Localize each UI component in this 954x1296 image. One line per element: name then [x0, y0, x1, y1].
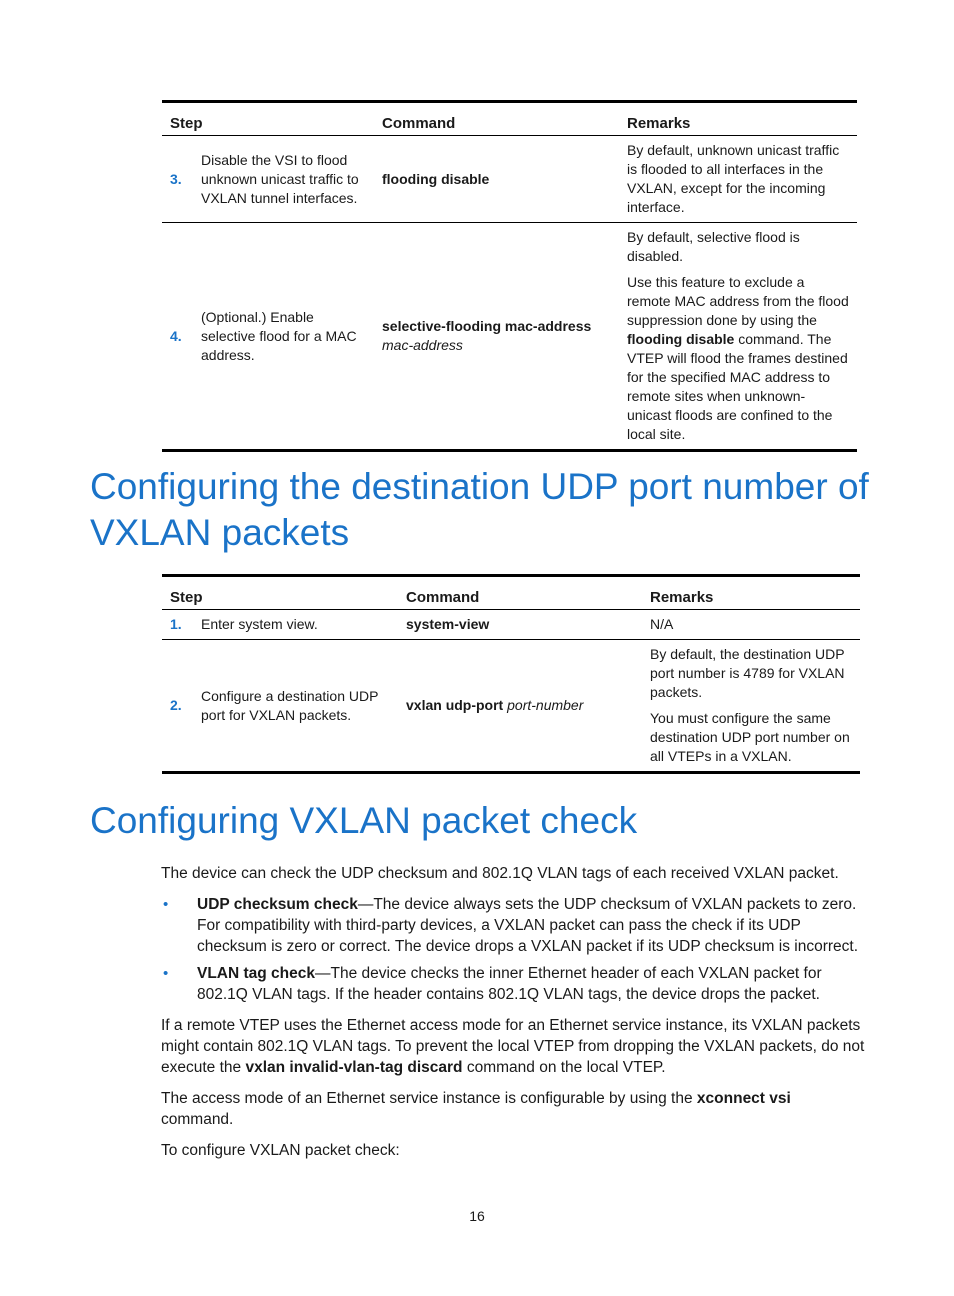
step-cell: [162, 223, 374, 451]
configurable-paragraph: The access mode of an Ethernet service instance is configurable by using the xconnect vsi command.: [161, 1090, 791, 1128]
remarks-cell: [642, 640, 860, 773]
inline-command: vxlan invalid-vlan-tag discard: [245, 1059, 463, 1076]
step-number: 4.: [170, 327, 182, 344]
step-text: Disable the VSI to flood unknown unicast traffic to VXLAN tunnel interfaces.: [201, 151, 359, 206]
inline-command: flooding disable: [627, 331, 735, 347]
remarks-cell: [619, 136, 857, 223]
step-number: 2.: [170, 697, 182, 713]
table-row: [162, 640, 860, 773]
list-item: [161, 963, 867, 1005]
bullet-text: —The device always sets the UDP checksum of VXLAN packets to zero. For compatibility with third-party devices, a VXLAN packet can pass the check if its UDP checksum is zero or correct. The device drops a VXLAN packet if its UDP checksum is incorrect.: [197, 896, 859, 955]
step-cell: [162, 610, 398, 640]
bullet-dot-icon: •: [163, 965, 169, 982]
command-argument: mac-address: [382, 337, 463, 353]
bullet-term: UDP checksum check: [197, 896, 358, 913]
bullet-text: —The device checks the inner Ethernet header of each VXLAN packet for 802.1Q VLAN tags. If the header contains 802.1Q VLAN tags, the device drops the packet.: [197, 965, 822, 1003]
table-row: [162, 136, 857, 223]
remark-text: N/A: [650, 616, 674, 632]
list-item: [161, 894, 867, 957]
access-mode-paragraph: If a remote VTEP uses the Ethernet access mode for an Ethernet service instance, its VXLAN packets might contain 802.1Q VLAN tags. To prevent the local VTEP from dropping the VXLAN packets, do not execute the vxlan invalid-vlan-tag discard command on the local VTEP.: [161, 1017, 865, 1076]
procedure-intro: To configure VXLAN packet check:: [161, 1142, 400, 1159]
command-argument: port-number: [507, 697, 584, 713]
step-text: (Optional.) Enable selective flood for a MAC address.: [201, 308, 357, 363]
command-cell: [374, 136, 619, 223]
step-number: 1.: [170, 616, 182, 632]
command-keyword: selective-flooding mac-address: [382, 318, 592, 334]
step-cell: [162, 640, 398, 773]
check-list: [161, 894, 867, 1005]
header-step: Step: [162, 102, 374, 136]
command-keyword: vxlan udp-port: [406, 697, 504, 713]
step-text: Configure a destination UDP port for VXLAN packets.: [201, 687, 379, 723]
remark-text: Use this feature to exclude a remote MAC address from the flood suppression done by using the flooding disable command. The VTEP will flood the frames destined for the specified MAC address to remote sites when unknown-unicast floods are confined to the local site.: [627, 274, 849, 442]
remarks-cell: [619, 223, 857, 451]
command-table-2: [162, 574, 860, 774]
step-text: Enter system view.: [201, 616, 318, 632]
header-remarks: Remarks: [642, 576, 860, 610]
command-keyword: flooding disable: [382, 170, 490, 187]
section-heading-udp-port: Configuring the destination UDP port number of VXLAN packets: [90, 466, 869, 553]
remark-text: By default, unknown unicast traffic is flooded to all interfaces in the VXLAN, except for the incoming interface.: [627, 142, 840, 215]
command-table-1: [162, 100, 857, 452]
bullet-dot-icon: •: [163, 896, 169, 913]
header-command: Command: [374, 102, 619, 136]
intro-paragraph: The device can check the UDP checksum and 802.1Q VLAN tags of each received VXLAN packet.: [161, 865, 839, 882]
remark-text: By default, selective flood is disabled.: [627, 229, 800, 264]
table-header-row: [162, 576, 860, 610]
header-step: Step: [162, 576, 398, 610]
page-number: 16: [469, 1208, 485, 1224]
bullet-term: VLAN tag check: [197, 965, 316, 982]
table-row: [162, 223, 857, 451]
table-header-row: [162, 102, 857, 136]
section-heading-packet-check: Configuring VXLAN packet check: [90, 800, 638, 841]
command-cell: [374, 223, 619, 451]
step-cell: [162, 136, 374, 223]
header-command: Command: [398, 576, 642, 610]
remarks-cell: [642, 610, 860, 640]
step-number: 3.: [170, 170, 182, 187]
table-row: [162, 610, 860, 640]
command-keyword: system-view: [406, 616, 490, 632]
inline-command: xconnect vsi: [696, 1090, 791, 1107]
header-remarks: Remarks: [619, 102, 857, 136]
section-body: [161, 863, 867, 1171]
remark-text: By default, the destination UDP port number is 4789 for VXLAN packets.: [650, 646, 845, 700]
command-cell: [398, 610, 642, 640]
remark-text: You must configure the same destination UDP port number on all VTEPs in a VXLAN.: [650, 710, 850, 764]
command-cell: [398, 640, 642, 773]
